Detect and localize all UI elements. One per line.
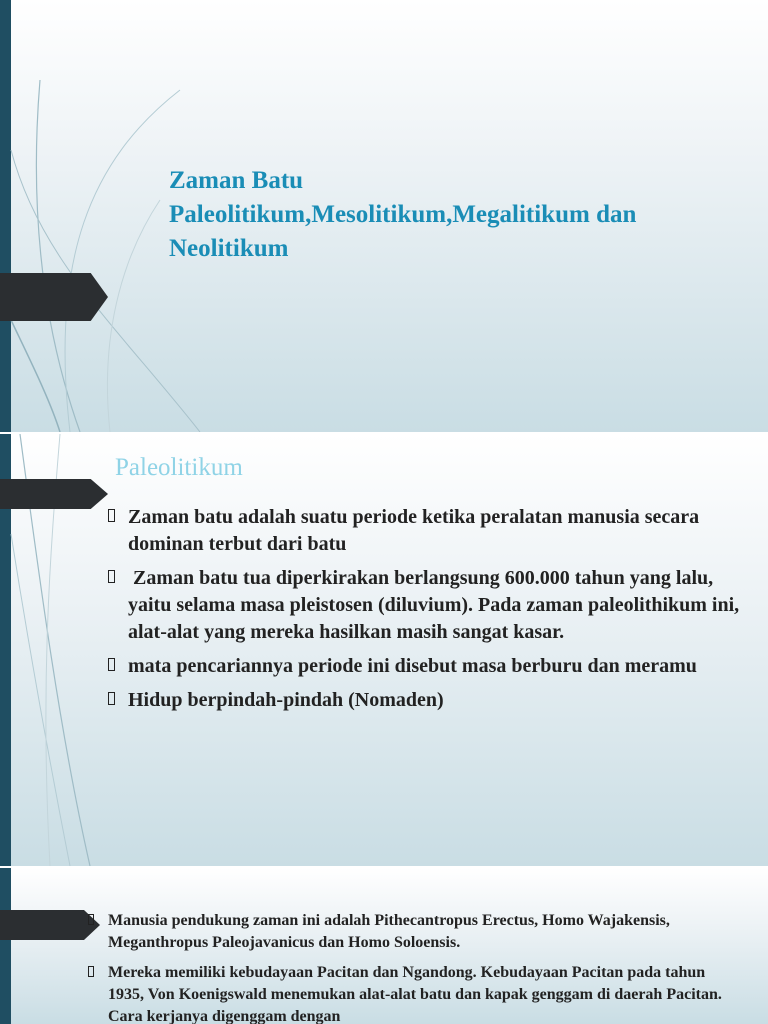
- bullet-list: [86, 910, 736, 1024]
- bullet-text: Hidup berpindah-pindah (Nomaden): [128, 689, 444, 711]
- bullet-text: Manusia pendukung zaman ini adalah Pithecantropus Erectus, Homo Wajakensis, Meganthropus Paleojavanicus dan Homo Soloensis.: [108, 912, 670, 951]
- list-item: [106, 504, 746, 558]
- arrow-tab-icon: [0, 273, 108, 321]
- hollow-square-bullet-icon: [108, 692, 115, 705]
- paleolitikum-slide: [0, 434, 768, 866]
- hollow-square-bullet-icon: [108, 658, 115, 671]
- arrow-tab-icon: [0, 479, 108, 509]
- title-line: Neolitikum: [169, 235, 289, 262]
- hollow-square-bullet-icon: [108, 570, 115, 583]
- title-line: Zaman Batu: [169, 167, 304, 194]
- section-heading: Paleolitikum: [115, 454, 243, 481]
- manusia-pendukung-slide: [0, 868, 768, 1024]
- list-item: [106, 687, 746, 714]
- title-slide: [0, 0, 768, 432]
- hollow-square-bullet-icon: [108, 509, 115, 522]
- bullet-text: Mereka memiliki kebudayaan Pacitan dan Ngandong. Kebudayaan Pacitan pada tahun 1935, Von Koenigswald menemukan alat-alat batu dan kapak genggam di daerah Pacitan. Cara kerjanya digenggam dengan: [108, 964, 722, 1024]
- list-item: [106, 565, 746, 646]
- bullet-text: Zaman batu adalah suatu periode ketika peralatan manusia secara dominan terbut dari batu: [128, 506, 700, 555]
- arrow-tab-icon: [0, 910, 100, 940]
- slide-title: [169, 164, 729, 266]
- bullet-text: Zaman batu tua diperkirakan berlangsung 600.000 tahun yang lalu, yaitu selama masa pleistosen (diluvium). Pada zaman paleolithikum ini, alat-alat yang mereka hasilkan masih sangat kasar.: [128, 567, 745, 643]
- bullet-list: [106, 504, 746, 721]
- title-line: Paleolitikum,Mesolitikum,Megalitikum dan: [169, 201, 637, 228]
- hollow-square-bullet-icon: [88, 966, 94, 977]
- list-item: [86, 910, 736, 954]
- bullet-text: mata pencariannya periode ini disebut masa berburu dan meramu: [128, 655, 697, 677]
- list-item: [106, 653, 746, 680]
- hollow-square-bullet-icon: [88, 914, 94, 925]
- left-accent-bar: [0, 868, 11, 1024]
- list-item: [86, 962, 736, 1024]
